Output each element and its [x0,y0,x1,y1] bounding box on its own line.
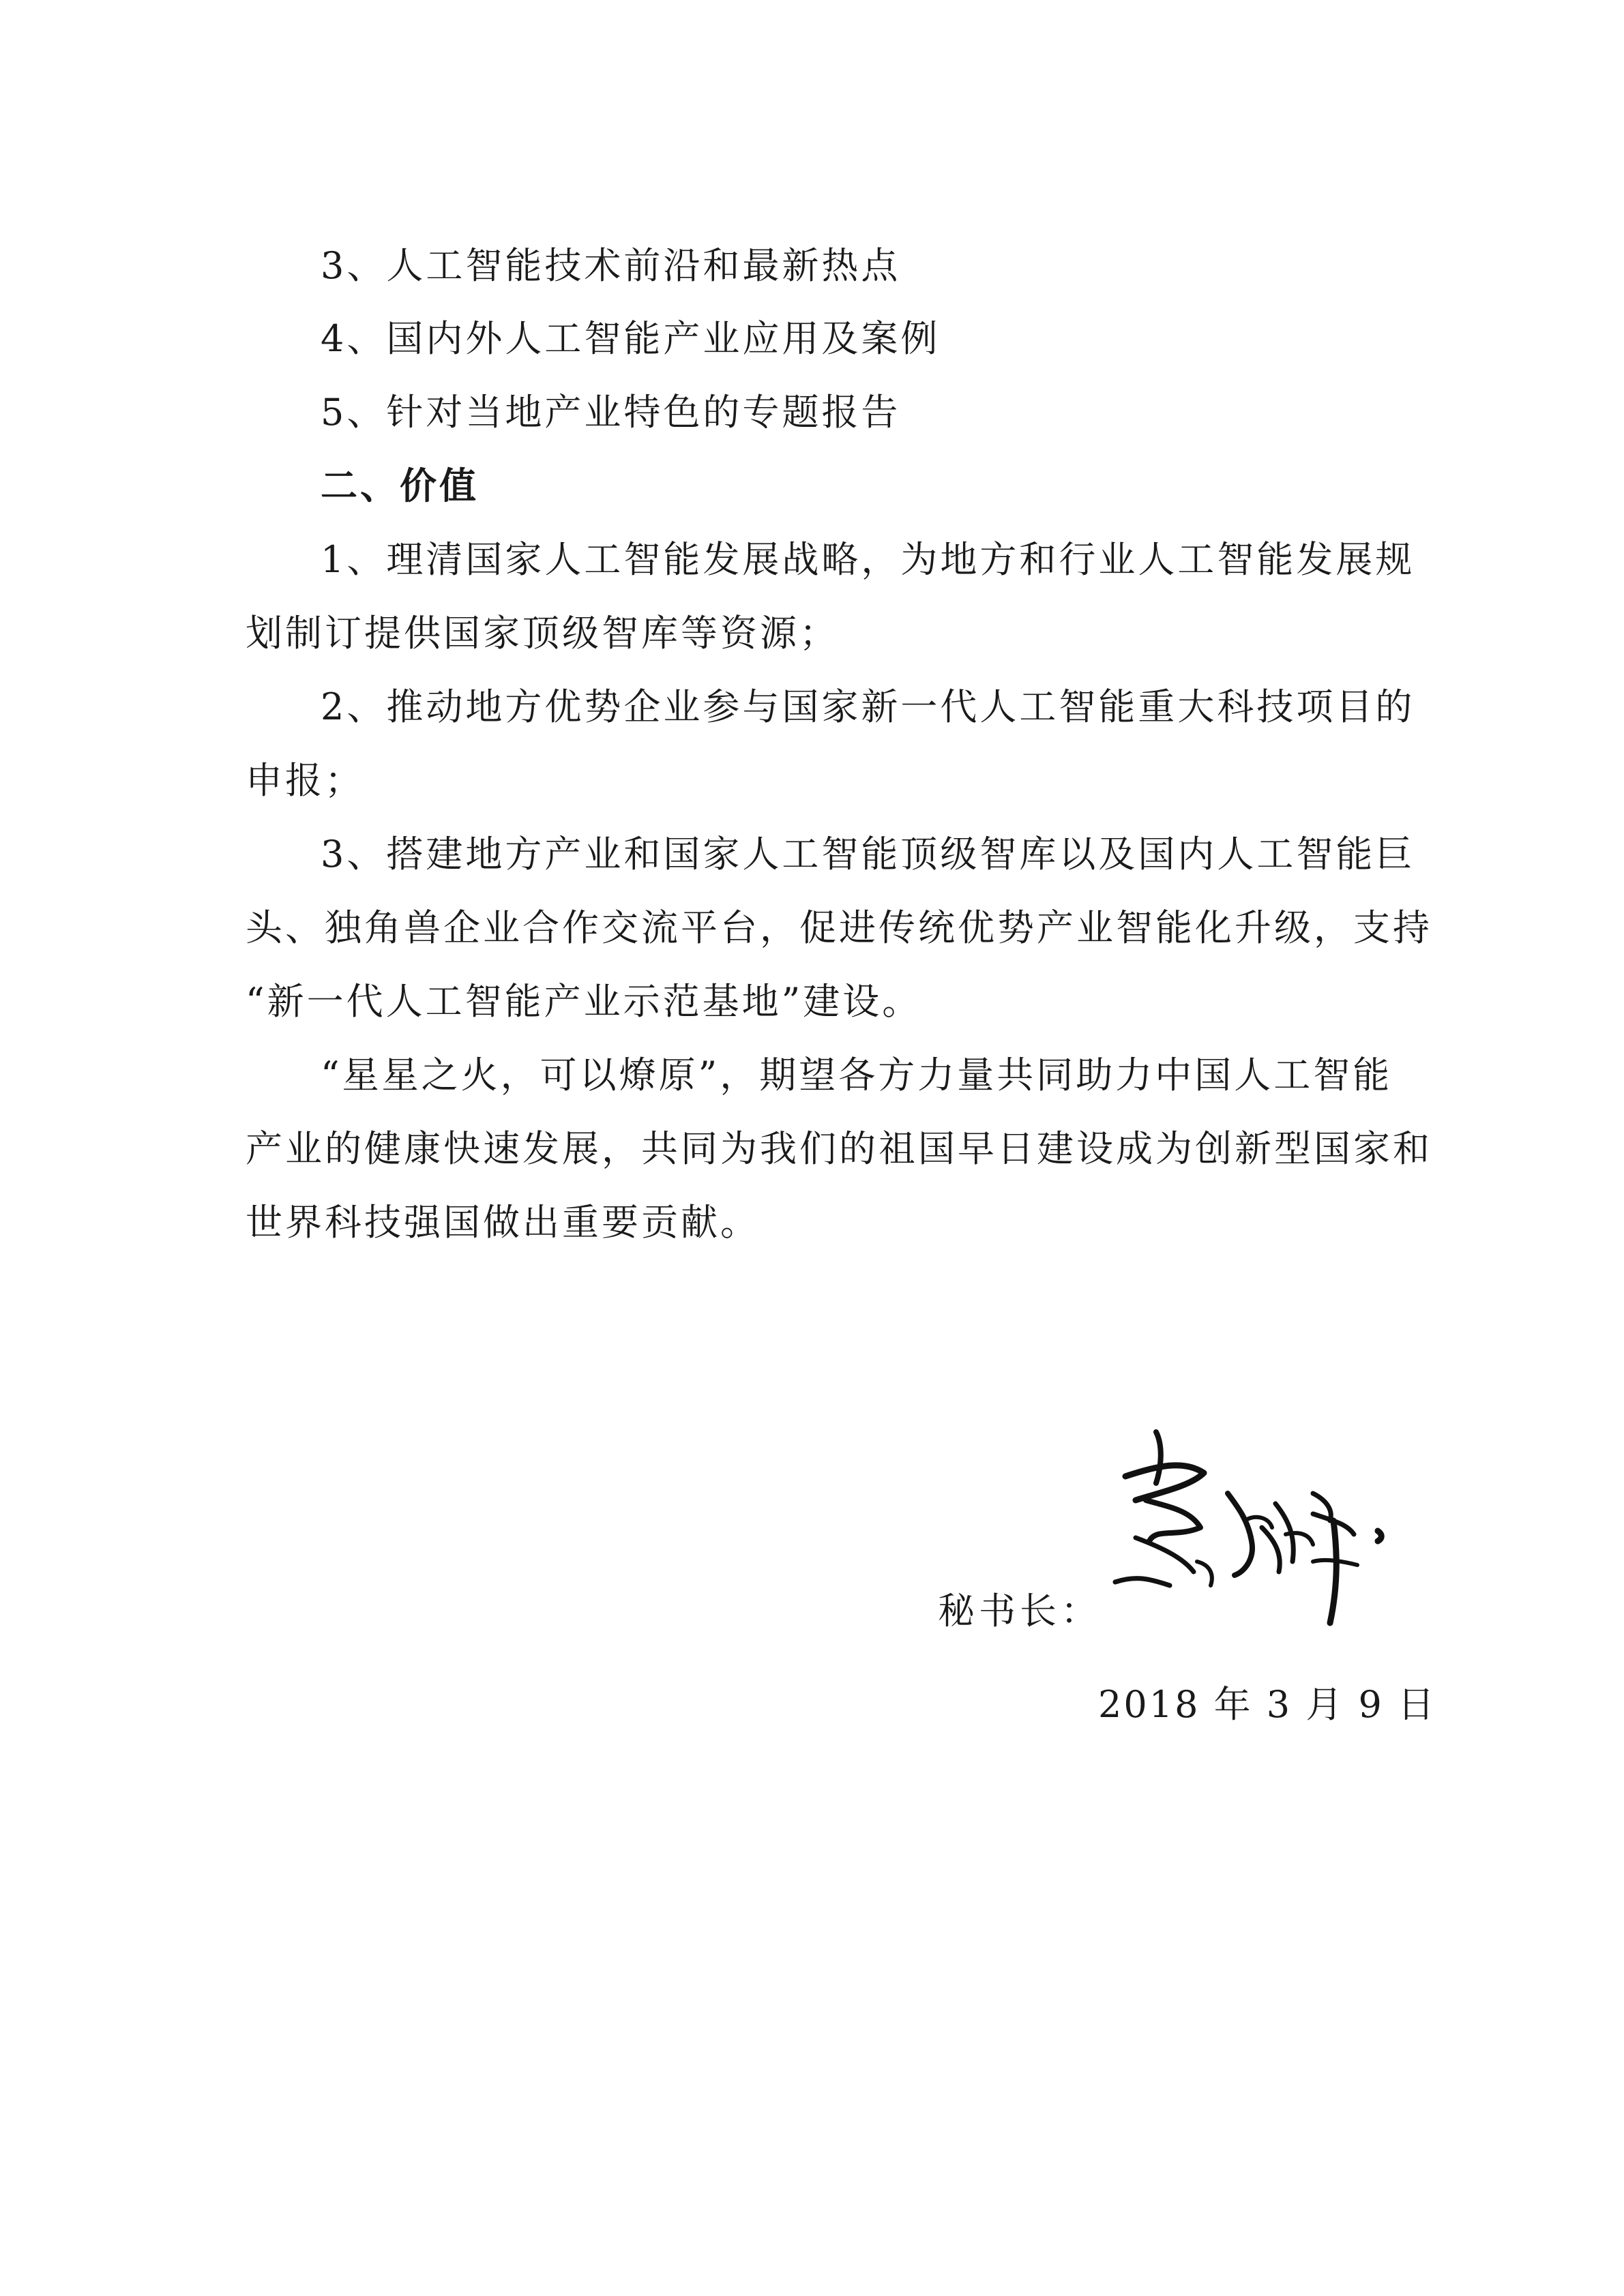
list-item: 4、国内外人工智能产业应用及案例 [321,317,941,360]
handwritten-signature [1108,1418,1395,1643]
section-heading: 二、价值 [321,464,479,507]
paragraph-line: “星星之火，可以燎原”，期望各方力量共同助力中国人工智能 [321,1054,1393,1097]
date: 2018 年 3 月 9 日 [1098,1683,1436,1726]
paragraph-line: 头、独角兽企业合作交流平台，促进传统优势产业智能化升级，支持 [246,906,1432,949]
paragraph-line: 世界科技强国做出重要贡献。 [246,1201,760,1244]
paragraph-line: 2、推动地方优势企业参与国家新一代人工智能重大科技项目的 [321,685,1415,728]
paragraph-line: 产业的健康快速发展，共同为我们的祖国早日建设成为创新型国家和 [246,1127,1432,1170]
paragraph-line: “新一代人工智能产业示范基地”建设。 [246,980,922,1023]
paragraph-line: 划制订提供国家顶级智库等资源； [246,612,839,655]
paragraph-line: 1、理清国家人工智能发展战略，为地方和行业人工智能发展规 [321,538,1415,581]
list-item: 5、针对当地产业特色的专题报告 [321,391,901,434]
list-item: 3、人工智能技术前沿和最新热点 [321,244,901,287]
signer-label: 秘书长： [938,1590,1102,1632]
paragraph-line: 3、搭建地方产业和国家人工智能顶级智库以及国内人工智能巨 [321,833,1415,876]
paragraph-line: 申报； [246,759,364,802]
